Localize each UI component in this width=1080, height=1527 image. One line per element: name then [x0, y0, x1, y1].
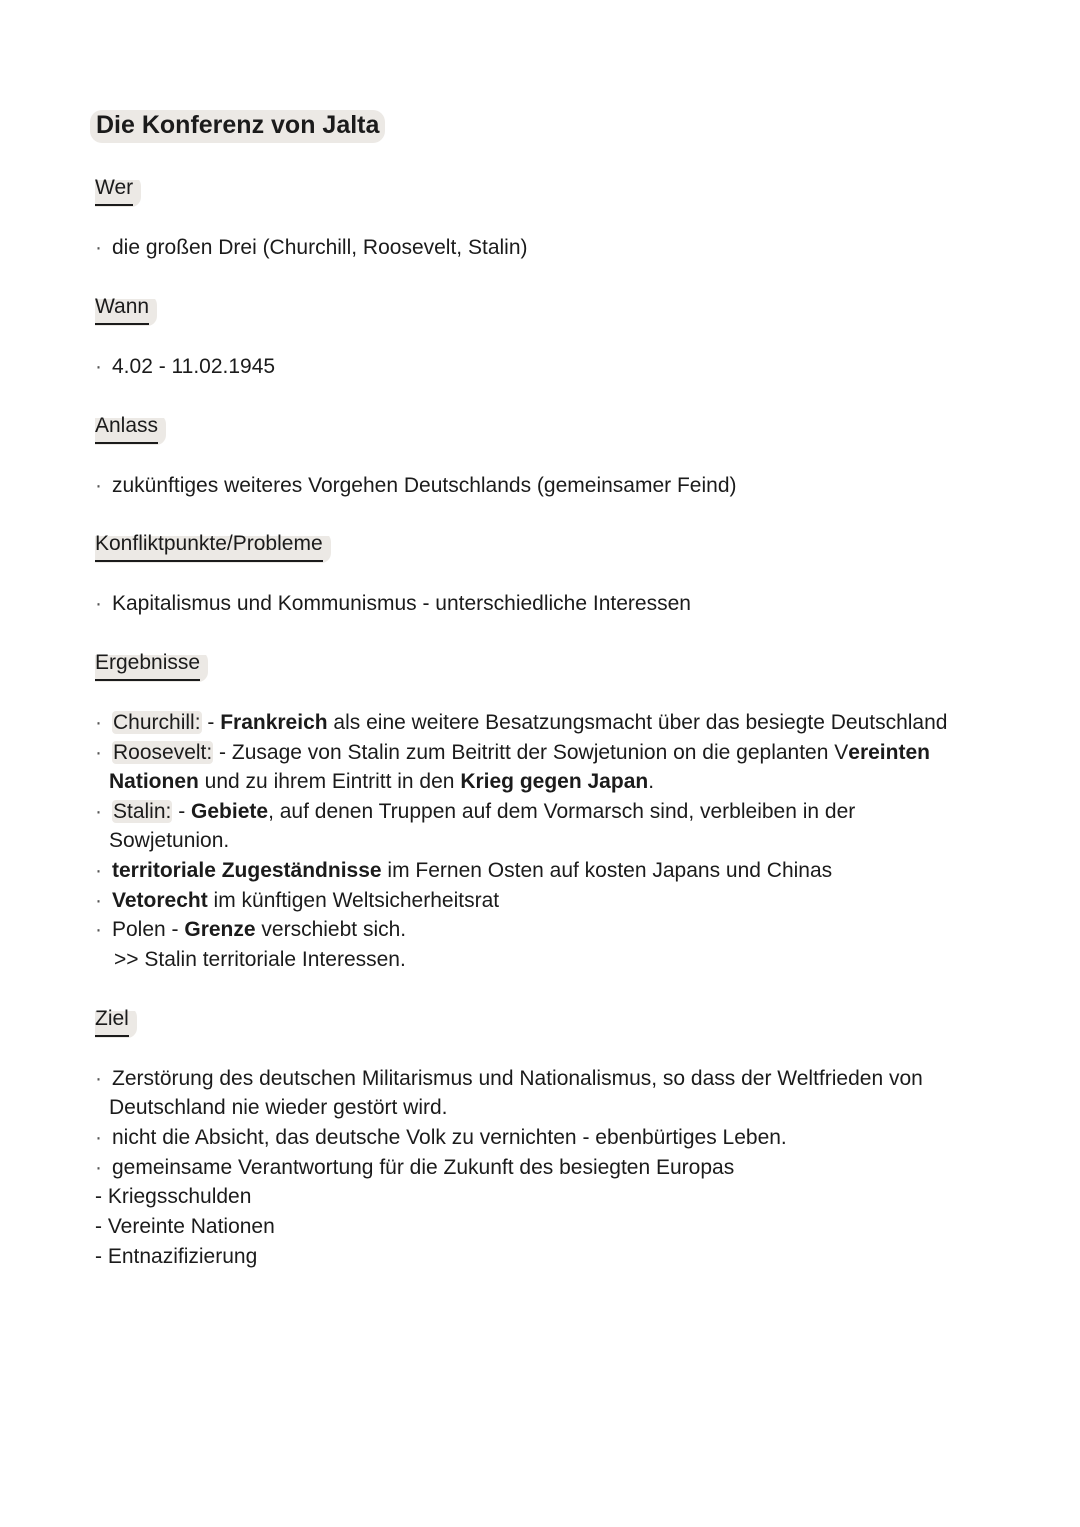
list-item-konflikt: · Kapitalismus und Kommunismus - unterschiedliche Interessen	[95, 589, 691, 618]
label-stalin: Stalin:	[113, 800, 172, 823]
heading-ziel	[95, 1007, 137, 1038]
heading-wer	[95, 176, 141, 207]
result-roosevelt-cont: Nationen und zu ihrem Eintritt in den Krieg gegen Japan.	[109, 770, 655, 793]
result-stalin-cont: Sowjetunion.	[109, 829, 230, 852]
label-roosevelt: Roosevelt:	[113, 741, 213, 764]
heading-konfliktpunkte-text: Konfliktpunkte/Probleme	[95, 532, 323, 562]
ziel-dash-item: - Kriegsschulden	[95, 1185, 252, 1208]
bullet: ·	[95, 474, 102, 497]
heading-ergebnisse-text: Ergebnisse	[95, 651, 200, 681]
list-item-wer: · die großen Drei (Churchill, Roosevelt, Stalin)	[95, 233, 528, 262]
result-churchill: · Churchill: - Frankreich als eine weitere Besatzungsmacht über das besiegte Deutschland	[95, 711, 948, 734]
ziel-item-1-cont: Deutschland nie wieder gestört wird.	[109, 1096, 448, 1119]
heading-wer-text: Wer	[95, 176, 133, 206]
result-roosevelt: · Roosevelt: - Zusage von Stalin zum Beitritt der Sowjetunion on die geplanten Vereinten	[95, 741, 930, 764]
bullet: ·	[95, 236, 102, 259]
heading-wann	[95, 295, 157, 326]
result-veto: · Vetorecht im künftigen Weltsicherheitsrat	[95, 889, 500, 912]
ziel-item-3: · gemeinsame Verantwortung für die Zukunft des besiegten Europas	[95, 1156, 735, 1179]
result-polen-note: >> Stalin territoriale Interessen.	[114, 948, 406, 971]
result-stalin: · Stalin: - Gebiete, auf denen Truppen auf dem Vormarsch sind, verbleiben in der	[95, 800, 856, 823]
label-churchill: Churchill:	[113, 711, 201, 734]
result-polen: · Polen - Grenze verschiebt sich.	[95, 918, 407, 941]
list-item-anlass: · zukünftiges weiteres Vorgehen Deutschlands (gemeinsamer Feind)	[95, 471, 737, 500]
ziel-item-2: · nicht die Absicht, das deutsche Volk zu vernichten - ebenbürtiges Leben.	[95, 1126, 787, 1149]
result-territorial: · territoriale Zugeständnisse im Fernen Osten auf kosten Japans und Chinas	[95, 859, 833, 882]
heading-ziel-text: Ziel	[95, 1007, 129, 1037]
list-item-wann: · 4.02 - 11.02.1945	[95, 352, 275, 381]
bullet: ·	[95, 592, 102, 615]
heading-wann-text: Wann	[95, 295, 149, 325]
ziel-dash-item: - Vereinte Nationen	[95, 1215, 275, 1238]
heading-anlass-text: Anlass	[95, 414, 158, 444]
ziel-dash-item: - Entnazifizierung	[95, 1245, 258, 1268]
ziel-item-1: · Zerstörung des deutschen Militarismus und Nationalismus, so dass der Weltfrieden von	[95, 1067, 923, 1090]
page-title: Die Konferenz von Jalta	[90, 110, 385, 143]
heading-konfliktpunkte	[95, 532, 331, 563]
heading-anlass	[95, 414, 166, 445]
bullet: ·	[95, 355, 102, 378]
heading-ergebnisse	[95, 651, 208, 682]
